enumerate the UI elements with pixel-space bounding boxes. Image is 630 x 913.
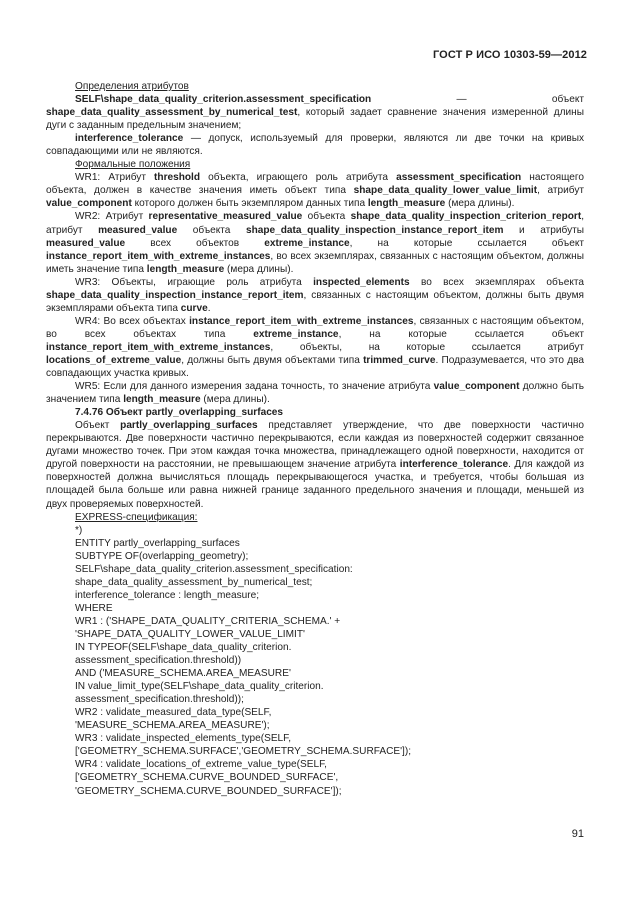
code-line: ['GEOMETRY_SCHEMA.CURVE_BOUNDED_SURFACE', bbox=[75, 772, 339, 784]
code-line: WR4 : validate_locations_of_extreme_value_type(SELF, bbox=[75, 759, 327, 771]
rule-wr3: WR3: Объекты, играющие роль атрибута inspected_elements во всех экземплярах объекта shape_data_quality_inspection_instance_report_item, связанных с настоящим объектом, должны быть двумя экземплярами объекта типа curve. bbox=[46, 276, 585, 314]
page-body bbox=[46, 80, 584, 798]
section-heading: 7.4.76 Объект partly_overlapping_surfaces bbox=[75, 407, 284, 419]
attr-def-assessment-spec: SELF\shape_data_quality_criterion.assessment_specification — объект shape_data_quality_assessment_by_numerical_test, который задает сравнение значения измеренной длины дуги с заданным предельным значением; bbox=[46, 94, 584, 132]
rule-wr5: WR5: Если для данного измерения задана точность, то значение атрибута value_component должно быть значением типа length_measure (мера длины). bbox=[46, 381, 584, 406]
code-line: shape_data_quality_assessment_by_numerical_test; bbox=[75, 576, 313, 588]
code-line: IN TYPEOF(SELF\shape_data_quality_criterion. bbox=[75, 642, 292, 654]
express-heading: EXPRESS-спецификация: bbox=[75, 511, 198, 523]
code-line: 'MEASURE_SCHEMA.AREA_MEASURE'); bbox=[75, 720, 270, 732]
attr-defs-heading: Определения атрибутов bbox=[75, 81, 189, 92]
code-line: 'SHAPE_DATA_QUALITY_LOWER_VALUE_LIMIT' bbox=[75, 628, 305, 640]
code-line: 'GEOMETRY_SCHEMA.CURVE_BOUNDED_SURFACE']); bbox=[75, 785, 342, 797]
code-line: WR1 : ('SHAPE_DATA_QUALITY_CRITERIA_SCHEMA.' + bbox=[75, 615, 341, 627]
section-description: Объект partly_overlapping_surfaces представляет утверждение, что две поверхности частично перекрываются. Две поверхности частично перекрываются, если каждая из поверхностей содержит связанное дугами множество точек. При этом каждая точка множества, принадлежащего одной поверхности, находится от другой поверхности на расстоянии, не превышающем значение атрибута interference_tolerance. Для каждой из поверхностей должна вычисляться площадь перекрывающегося участка, и требуется, чтобы большая из площадей была больше или равна нижней границе заданного предельного значения и площади, меньшей из двух проверяемых поверхностей. bbox=[46, 420, 584, 510]
code-line: WHERE bbox=[75, 602, 113, 614]
rule-wr2: WR2: Атрибут representative_measured_value объекта shape_data_quality_inspection_criterion_report, атрибут measured_value объекта shape_data_quality_inspection_instance_report_item и атрибуты measured_value всех объектов extreme_instance, на которые ссылается объект instance_report_item_with_extreme_instances, во всех экземплярах, связанных с настоящим объектом, должны иметь значение типа length_measure (мера длины). bbox=[46, 211, 584, 275]
page-header: ГОСТ Р ИСО 10303-59—2012 bbox=[432, 49, 587, 61]
code-line: WR2 : validate_measured_data_type(SELF, bbox=[75, 707, 272, 719]
code-line: IN value_limit_type(SELF\shape_data_quality_criterion. bbox=[75, 681, 324, 693]
rule-wr1: WR1: Атрибут threshold объекта, играющего роль атрибута assessment_specification настоящего объекта, должен в качестве значения иметь объект типа shape_data_quality_lower_value_limit, атрибут value_component которого должен быть экземпляром данных типа length_measure (мера длины). bbox=[46, 172, 585, 210]
code-line: SUBTYPE OF(overlapping_geometry); bbox=[75, 550, 249, 562]
code-line: interference_tolerance : length_measure; bbox=[75, 589, 260, 601]
code-line: assessment_specification.threshold)) bbox=[75, 655, 242, 667]
attr-def-interference-tolerance: interference_tolerance — допуск, используемый для проверки, являются ли две точки на кривых совпадающими или не являются. bbox=[46, 133, 584, 158]
code-line: WR3 : validate_inspected_elements_type(SELF, bbox=[75, 733, 292, 745]
code-line: ENTITY partly_overlapping_surfaces bbox=[75, 537, 240, 549]
rule-wr4: WR4: Во всех объектах instance_report_item_with_extreme_instances, связанных с настоящим объектом, во всех объектах типа extreme_instance, на которые ссылается объект instance_report_item_with_extreme_instances, объекты, на которые ссылается атрибут locations_of_extreme_value, должны быть двумя объектами типа trimmed_curve. Подразумевается, что это два совпадающих участка кривых. bbox=[46, 315, 585, 380]
code-line: SELF\shape_data_quality_criterion.assessment_specification: bbox=[75, 563, 353, 575]
page-number: 91 bbox=[571, 828, 584, 840]
code-line: assessment_specification.threshold)); bbox=[75, 694, 244, 706]
code-line: *) bbox=[75, 524, 83, 536]
formal-heading: Формальные положения bbox=[75, 159, 191, 171]
code-line: ['GEOMETRY_SCHEMA.SURFACE','GEOMETRY_SCHEMA.SURFACE']); bbox=[75, 746, 412, 758]
express-code-block bbox=[46, 524, 584, 798]
code-line: AND ('MEASURE_SCHEMA.AREA_MEASURE' bbox=[75, 668, 291, 680]
